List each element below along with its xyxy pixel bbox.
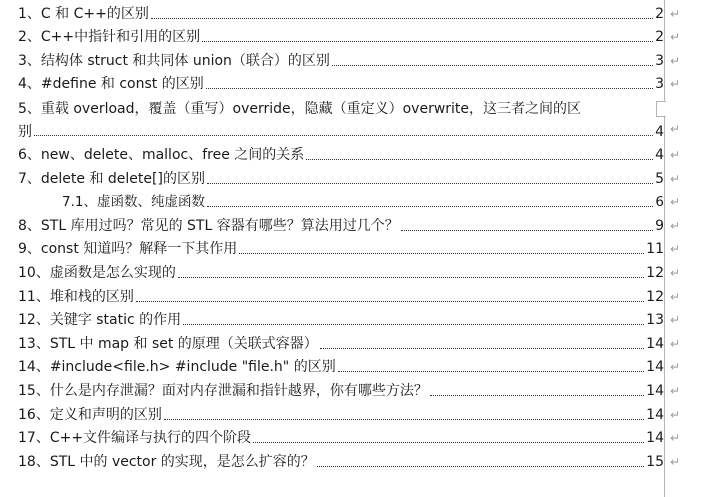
toc-page-number: 3 (655, 76, 664, 93)
toc-entry-title: 15、什么是内存泄漏？面对内存泄漏和指针越界，你有哪些方法？ (18, 382, 428, 399)
toc-leader-dots (430, 395, 644, 396)
toc-entry-14[interactable] (18, 354, 680, 378)
toc-leader-dots (253, 442, 644, 443)
toc-entry-2[interactable] (18, 24, 680, 48)
toc-entry-10[interactable] (18, 259, 680, 283)
toc-entry-9[interactable] (18, 236, 680, 260)
toc-leader-dots (332, 65, 653, 66)
toc-page-number: 2 (655, 5, 664, 22)
toc-page-number: 14 (646, 406, 664, 423)
toc-entry-title: 18、STL 中的 vector 的实现，是怎么扩容的？ (18, 453, 315, 470)
toc-entry-3[interactable] (18, 47, 680, 71)
toc-page-number: 4 (655, 124, 664, 141)
paragraph-mark-icon: ↵ (669, 431, 680, 446)
toc-page-number: 14 (646, 359, 664, 376)
toc-entry-title: 3、结构体 struct 和共同体 union（联合）的区别 (18, 52, 330, 69)
toc-page-number: 4 (655, 146, 664, 163)
toc-leader-dots (164, 419, 644, 420)
paragraph-mark-icon: ↵ (669, 77, 680, 92)
toc-leader-dots (136, 301, 644, 302)
toc-entry-7-1[interactable] (18, 189, 680, 213)
toc-leader-dots (317, 466, 644, 467)
toc-entry-1[interactable] (18, 0, 680, 24)
toc-entry-title: 5、重载 overload，覆盖（重写）override，隐藏（重定义）overwrite，这三者之间的区 (18, 100, 582, 117)
toc-leader-dots (239, 253, 644, 254)
toc-entry-title: 12、关键字 static 的作用 (18, 312, 182, 329)
toc-entry-17[interactable] (18, 425, 680, 449)
paragraph-mark-icon: ↵ (669, 171, 680, 186)
paragraph-mark-icon: ↵ (669, 6, 680, 21)
toc-entry-12[interactable] (18, 307, 680, 331)
toc-page-number: 11 (646, 241, 664, 258)
toc-entry-title: 2、C++中指针和引用的区别 (18, 29, 201, 46)
toc-entry-11[interactable] (18, 283, 680, 307)
toc-leader-dots (206, 88, 653, 89)
toc-entry-title: 13、STL 中 map 和 set 的原理（关联式容器） (18, 335, 318, 352)
paragraph-mark-icon: ↵ (669, 122, 680, 137)
toc-entry-4[interactable] (18, 71, 680, 95)
toc-page-number: 14 (646, 335, 664, 352)
toc-entry-title: 7.1、虚函数、纯虚函数 (62, 194, 205, 211)
paragraph-mark-icon: ↵ (669, 53, 680, 68)
paragraph-mark-icon: ↵ (669, 454, 680, 469)
toc-leader-dots (151, 18, 653, 19)
toc-entry-title-continued: 别 (18, 124, 32, 141)
paragraph-mark-icon: ↵ (669, 336, 680, 351)
toc-page-number: 3 (655, 52, 664, 69)
toc-page-number: 9 (655, 217, 664, 234)
toc-entry-8[interactable] (18, 212, 680, 236)
paragraph-mark-icon: ↵ (669, 218, 680, 233)
toc-leader-dots (401, 230, 653, 231)
toc-page-number: 6 (655, 194, 664, 211)
toc-leader-dots (338, 371, 644, 372)
toc-entry-title: 6、new、delete、malloc、free 之间的关系 (18, 146, 305, 163)
toc-page-number: 12 (646, 264, 664, 281)
paragraph-mark-icon: ↵ (669, 195, 680, 210)
toc-entry-title: 9、const 知道吗？解释一下其作用 (18, 241, 238, 258)
toc-entry-18[interactable] (18, 448, 680, 472)
paragraph-mark-icon: ↵ (669, 265, 680, 280)
toc-entry-13[interactable] (18, 330, 680, 354)
page-margin-line (664, 0, 665, 497)
paragraph-mark-icon: ↵ (669, 30, 680, 45)
paragraph-mark-icon: ↵ (669, 242, 680, 257)
toc-entry-title: 16、定义和声明的区别 (18, 406, 162, 423)
toc-page-number: 2 (655, 29, 664, 46)
toc-entry-15[interactable] (18, 377, 680, 401)
toc-page-number: 5 (655, 170, 664, 187)
toc-entry-title: 14、#include<file.h> #include "file.h" 的区别 (18, 359, 336, 376)
toc-entry-6[interactable] (18, 141, 680, 165)
paragraph-mark-icon: ↵ (669, 360, 680, 375)
toc-page-number: 12 (646, 288, 664, 305)
toc-leader-dots (207, 183, 653, 184)
toc-leader-dots (202, 41, 653, 42)
toc-leader-dots (183, 324, 644, 325)
toc-entry-title: 4、#define 和 const 的区别 (18, 76, 204, 93)
toc-entry-title: 10、虚函数是怎么实现的 (18, 264, 176, 281)
paragraph-mark-icon: ↵ (669, 147, 680, 162)
toc-page-number: 14 (646, 382, 664, 399)
paragraph-mark-icon: ↵ (669, 289, 680, 304)
toc-leader-dots (207, 206, 653, 207)
toc-leader-dots (178, 277, 644, 278)
toc-entry-title: 17、C++文件编译与执行的四个阶段 (18, 430, 252, 447)
toc-leader-dots (320, 348, 644, 349)
paragraph-mark-icon: ↵ (669, 313, 680, 328)
toc-leader-dots (306, 159, 653, 160)
paragraph-mark-icon: ↵ (669, 383, 680, 398)
toc-entry-title: 7、delete 和 delete[]的区别 (18, 170, 205, 187)
toc-page-number: 14 (646, 430, 664, 447)
toc-entry-7[interactable] (18, 165, 680, 189)
toc-page-number: 13 (646, 312, 664, 329)
toc-entry-title: 11、堆和栈的区别 (18, 288, 134, 305)
toc-leader-dots (34, 135, 653, 136)
toc-entry-16[interactable] (18, 401, 680, 425)
toc-page-number: 15 (646, 453, 664, 470)
paragraph-mark-icon: ↵ (669, 407, 680, 422)
table-of-contents (18, 0, 680, 472)
toc-entry-5[interactable] (18, 94, 680, 141)
toc-entry-title: 1、C 和 C++的区别 (18, 5, 149, 22)
toc-entry-title: 8、STL 库用过吗？常见的 STL 容器有哪些？算法用过几个？ (18, 217, 399, 234)
